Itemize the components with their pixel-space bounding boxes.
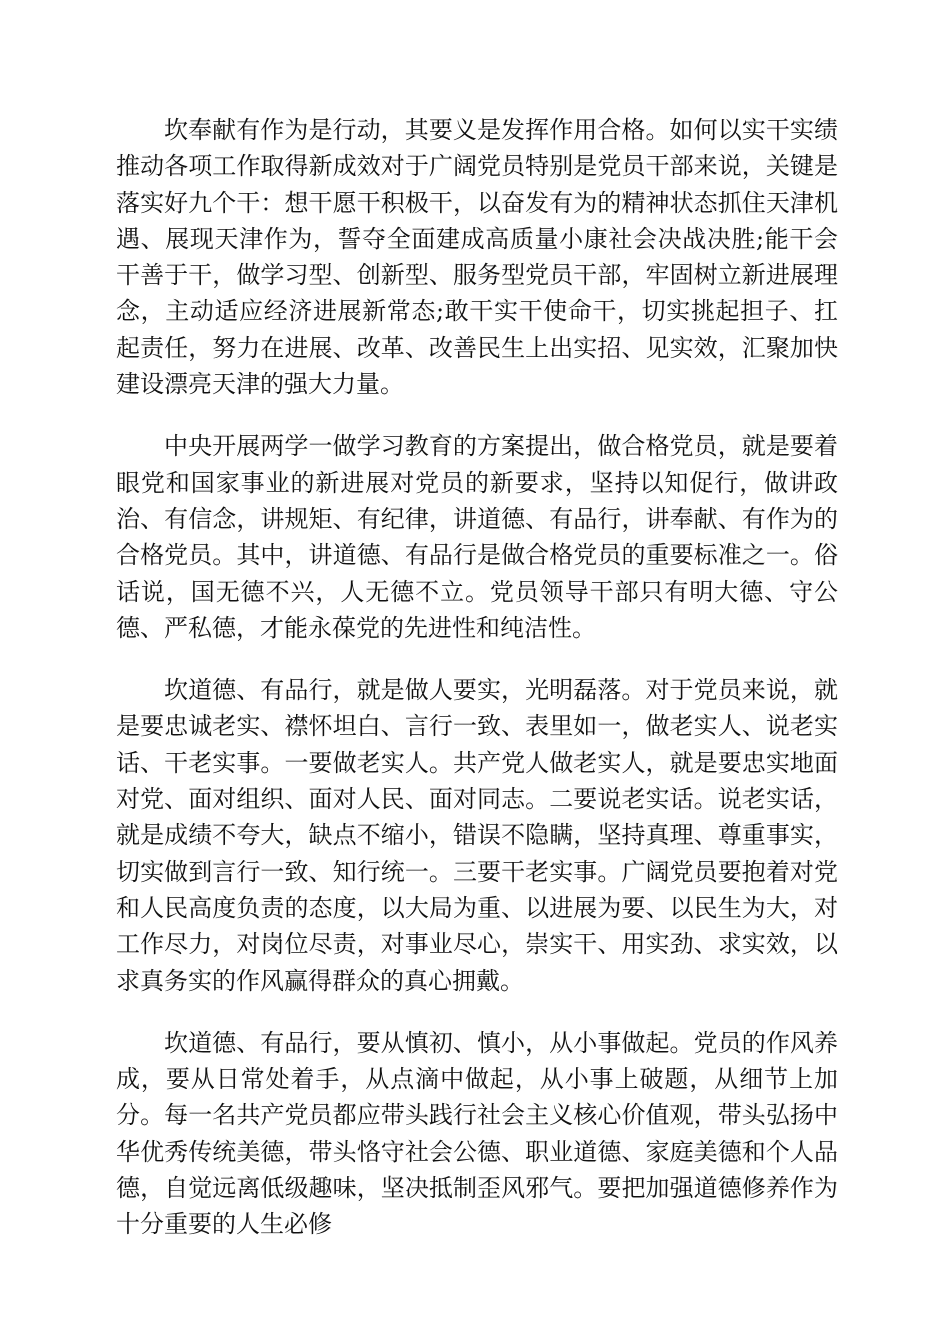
paragraph-1: 坎奉献有作为是行动，其要义是发挥作用合格。如何以实干实绩推动各项工作取得新成效对于广阔党员特别是党员干部来说，关键是落实好九个干：想干愿干积极干，以奋发有为的精神状态抓住天津机遇、展现天津作为，誓夺全面建成高质量小康社会决战决胜;能干会干善于干，做学习型、创新型、服务型党员干部，牢固树立新进展理念，主动适应经济进展新常态;敢干实干使命干，切实挑起担子、扛起责任，努力在进展、改革、改善民生上出实招、见实效，汇聚加快建设漂亮天津的强大力量。 [116, 116, 838, 399]
paragraph-4: 坎道德、有品行，要从慎初、慎小，从小事做起。党员的作风养成，要从日常处着手，从点滴中做起，从小事上破题，从细节上加分。每一名共产党员都应带头践行社会主义核心价值观，带头弘扬中华优秀传统美德，带头恪守社会公德、职业道德、家庭美德和个人品德，自觉远离低级趣味，坚决抵制歪风邪气。要把加强道德修养作为十分重要的人生必修 [116, 1028, 838, 1239]
paragraph-3: 坎道德、有品行，就是做人要实，光明磊落。对于党员来说，就是要忠诚老实、襟怀坦白、言行一致、表里如一，做老实人、说老实话、干老实事。一要做老实人。共产党人做老实人，就是要忠实地面对党、面对组织、面对人民、面对同志。二要说老实话。说老实话，就是成绩不夸大，缺点不缩小，错误不隐瞒，坚持真理、尊重事实，切实做到言行一致、知行统一。三要干老实事。广阔党员要抱着对党和人民高度负责的态度，以大局为重、以进展为要、以民生为大，对工作尽力，对岗位尽责，对事业尽心，崇实干、用实劲、求实效，以求真务实的作风赢得群众的真心拥戴。 [116, 676, 838, 995]
paragraph-2: 中央开展两学一做学习教育的方案提出，做合格党员，就是要着眼党和国家事业的新进展对党员的新要求，坚持以知促行，做讲政治、有信念，讲规矩、有纪律，讲道德、有品行，讲奉献、有作为的合格党员。其中，讲道德、有品行是做合格党员的重要标准之一。俗话说，国无德不兴，人无德不立。党员领导干部只有明大德、守公德、严私德，才能永葆党的先进性和纯洁性。 [116, 432, 838, 642]
document-page [116, 112, 838, 1269]
